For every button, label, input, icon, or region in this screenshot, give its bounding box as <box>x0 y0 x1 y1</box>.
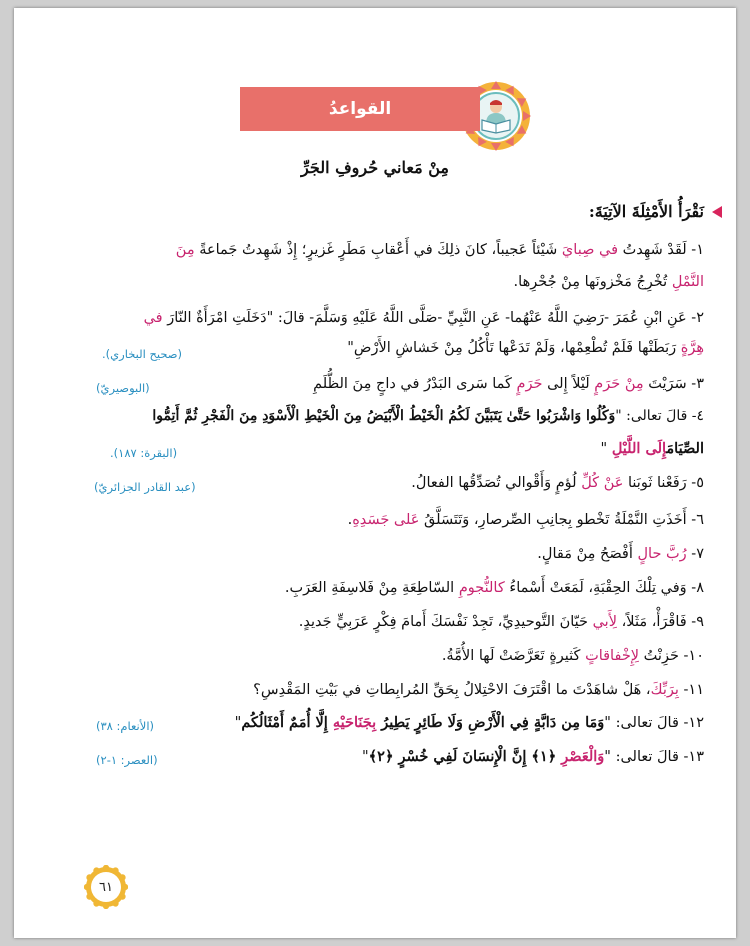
source-citation: (صحيح البخاري). <box>102 347 183 361</box>
textbook-page <box>14 8 736 938</box>
example-11-line <box>64 682 704 698</box>
quran-verse: الصِّيَامَ <box>666 440 704 457</box>
quran-verse: وَكُلُوا وَاشْرَبُوا حَتَّىٰ يَتَبَيَّنَ لَكُمُ الْخَيْطُ الْأَبْيَضُ مِنَ الْخَيْطِ الْأَسْوَدِ مِنَ الْفَجْرِ ثُمَّ أَتِمُّوا <box>152 408 616 424</box>
highlighted-phrase: مِنْ حَرَمٍ <box>594 376 644 392</box>
example-text: ١- لَقَدْ شَهِدتُ <box>618 242 704 258</box>
highlighted-phrase: لِإِخْفاقاتٍ <box>585 648 640 664</box>
example-6-line <box>64 512 704 528</box>
highlighted-phrase: عَلى جَسَدِهِ <box>352 512 420 528</box>
example-text: ٥- رَفَعْنا ثَوبَنا <box>623 475 704 491</box>
source-citation: (البوصيريّ) <box>96 381 150 395</box>
quran-verse: إِلَّا أُمَمٌ أَمْثَالُكُم <box>241 714 333 731</box>
example-text: شَيْئاً عَجيباً، كانَ ذلِكَ في أَعْقابِ مَطَرٍ غَزيرٍ؛ إِذْ شَهِدتُ جَماعةً <box>194 242 562 258</box>
example-text: كَثيرةٍ تَعَرَّضَتْ لَها الأُمَّةُ. <box>441 648 586 664</box>
source-citation: (الأنعام: ٣٨) <box>96 719 155 733</box>
example-text: لَيْلاً إِلى <box>542 376 595 392</box>
example-1-line-1 <box>64 242 704 258</box>
example-text: ١٢- قالَ تعالى: " <box>604 715 704 731</box>
highlighted-phrase: في صِبايَ <box>561 242 619 258</box>
example-text: حَيّانَ التَّوحيدِيِّ، تَجِدْ نَفْسَكَ أَمامَ فِكْرٍ عَرَبِيٍّ جَديدٍ. <box>298 614 593 630</box>
example-12-line <box>64 714 704 731</box>
section-title-banner: القواعدُ <box>240 87 480 131</box>
example-text: ١٠- حَزِنْتُ <box>639 648 704 664</box>
source-citation: (العصر: ١-٢) <box>96 753 158 767</box>
highlighted-phrase: رُبَّ حالٍ <box>637 546 687 562</box>
example-2-line-1 <box>64 310 704 326</box>
highlighted-phrase: مِنَ <box>175 242 195 258</box>
example-text: أَفْصَحُ مِنْ مَقالٍ. <box>537 546 638 562</box>
example-text: ، هَلْ شاهَدْتَ ما اقْتَرَفَ الاحْتِلالُ بِحَقِّ المُرابِطاتِ في بَيْتِ المَقْدِسِ؟ <box>253 682 651 698</box>
example-text: " <box>234 715 242 731</box>
source-citation: (البقرة: ١٨٧). <box>110 446 178 460</box>
example-text: ١١- <box>678 682 704 698</box>
highlighted-phrase: هِرَّةٍ <box>680 340 704 356</box>
example-text: ٤- قالَ تعالى: " <box>615 408 704 424</box>
quran-verse: ﴿١﴾ إِنَّ الْإِنسَانَ لَفِي خُسْرٍ ﴿٢﴾ <box>368 748 562 765</box>
example-1-line-2 <box>64 274 704 290</box>
highlighted-phrase: لِأَبي <box>592 614 617 630</box>
example-text: . <box>347 512 353 528</box>
highlighted-phrase: عَنْ كُلِّ <box>581 475 624 491</box>
example-text: رَبَطَتْها فَلَمْ تُطْعِمْها، وَلَمْ تَدَعْها تَأْكُلُ مِنْ خَشاشِ الأَرْضِ" <box>347 340 681 356</box>
highlighted-phrase: وَالْعَصْرِ <box>561 748 605 765</box>
example-text: ٢- عَنِ ابْنِ عُمَرَ -رَضِيَ اللَّهُ عَنْهُما- عَنِ النَّبِيِّ -صَلَّى اللَّهُ عَلَيْهِ وَسَلَّمَ- قالَ: "دَخَلَتِ امْرَأَةٌ النّارَ <box>162 310 704 326</box>
highlighted-phrase: كالنُّجومِ <box>458 580 505 596</box>
example-text: ٩- فَاقْرَأْ، مَثَلاً، <box>617 614 704 630</box>
page-number: ٦١ <box>99 879 113 895</box>
example-text: تُخْرِجُ مَخْزونَها مِنْ جُحْرِها. <box>513 274 672 290</box>
example-text: " <box>600 441 612 457</box>
highlighted-phrase: إِلَى اللَّيْلِ <box>611 440 667 457</box>
examples-heading: نَقْرَأُ الأَمْثِلَةَ الآتِيَةَ: <box>588 202 704 221</box>
highlighted-phrase: بِجَنَاحَيْهِ <box>332 714 377 731</box>
example-3-line <box>64 376 704 392</box>
example-text: ٦- أَخَذَتِ النَّمْلَةُ تَخْطو بِجانِبِ الصِّرصارِ، وَتَتَسَلَّقُ <box>419 512 704 528</box>
lesson-subtitle: مِنْ مَعاني حُروفِ الجَرِّ <box>301 158 449 177</box>
source-citation: (عبد القادر الجزائريّ) <box>94 480 196 494</box>
highlighted-phrase: النَّمْلِ <box>671 274 704 290</box>
example-4-line-1 <box>64 408 704 424</box>
example-text: ٣- سَرَيْتَ <box>643 376 704 392</box>
example-text: ٧- <box>686 546 704 562</box>
example-text: كَما سَرى البَدْرُ في داجٍ مِنَ الظُّلَمِ <box>313 376 517 392</box>
example-text: " <box>361 749 369 765</box>
example-13-line <box>64 748 704 765</box>
triangle-left-bullet-icon <box>710 205 724 219</box>
highlighted-phrase: في <box>143 310 163 326</box>
example-7-line <box>64 546 704 562</box>
example-text: ٨- وَفي تِلْكَ الحِقْبَةِ، لَمَعَتْ أَسْماءُ <box>504 580 704 596</box>
example-10-line <box>64 648 704 664</box>
example-text: ١٣- قالَ تعالى: " <box>604 749 704 765</box>
example-text: لُؤمٍ وَأَقْوالي تُصَدِّقُها الفعالُ. <box>411 475 582 491</box>
example-8-line <box>64 580 704 596</box>
highlighted-phrase: حَرَمٍ <box>516 376 543 392</box>
example-text: السّاطِعَةِ مِنْ فَلاسِفَةِ العَرَبِ. <box>284 580 459 596</box>
example-9-line <box>64 614 704 630</box>
quran-verse: وَمَا مِن دَابَّةٍ فِي الْأَرْضِ وَلَا طَائِرٍ يَطِيرُ <box>376 714 605 731</box>
highlighted-phrase: بِرَبِّكَ <box>650 682 679 698</box>
